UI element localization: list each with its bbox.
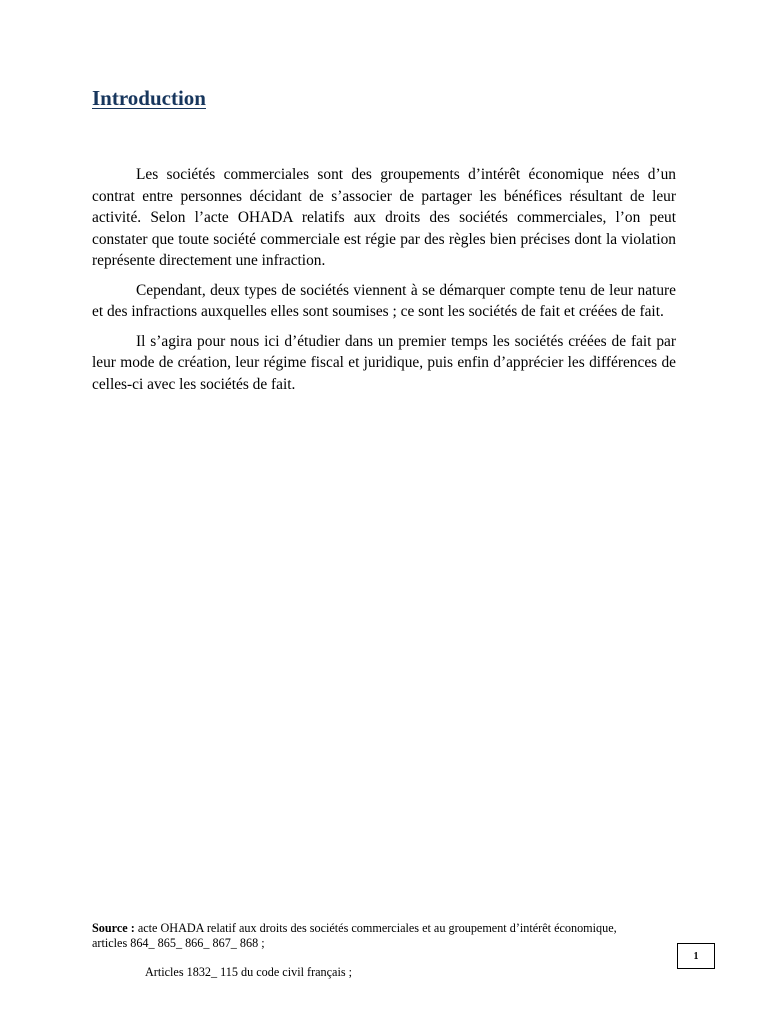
page-number-box: [677, 943, 715, 969]
footnote-text: acte OHADA relatif aux droits des sociétés commerciales et au groupement d’intérêt économique, articles 864_ 865_ 866_ 867_ 868 ;: [92, 921, 617, 950]
footnote-source: [92, 921, 652, 951]
footnote-label: Source :: [92, 921, 135, 935]
page-number: 1: [693, 950, 699, 962]
paragraph: Il s’agira pour nous ici d’étudier dans un premier temps les sociétés créées de fait par leur mode de création, leur régime fiscal et juridique, puis enfin d’apprécier les différences de celles-ci avec les sociétés de fait.: [92, 332, 676, 393]
paragraph: Cependant, deux types de sociétés viennent à se démarquer compte tenu de leur nature et des infractions auxquelles elles sont soumises ; ce sont les sociétés de fait et créées de fait.: [92, 281, 676, 320]
footnote-articles: Articles 1832_ 115 du code civil français ;: [145, 965, 353, 979]
paragraph: Les sociétés commerciales sont des groupements d’intérêt économique nées d’un contrat entre personnes décidant de s’associer de partager les bénéfices résultant de leur activité. Selon l’acte OHADA relatifs aux droits des sociétés commerciales, l’on peut constater que toute société commerciale est régie par des règles bien précises dont la violation représente directement une infraction.: [92, 166, 676, 269]
body-text: [92, 164, 676, 403]
page-heading: Introduction: [92, 86, 206, 110]
